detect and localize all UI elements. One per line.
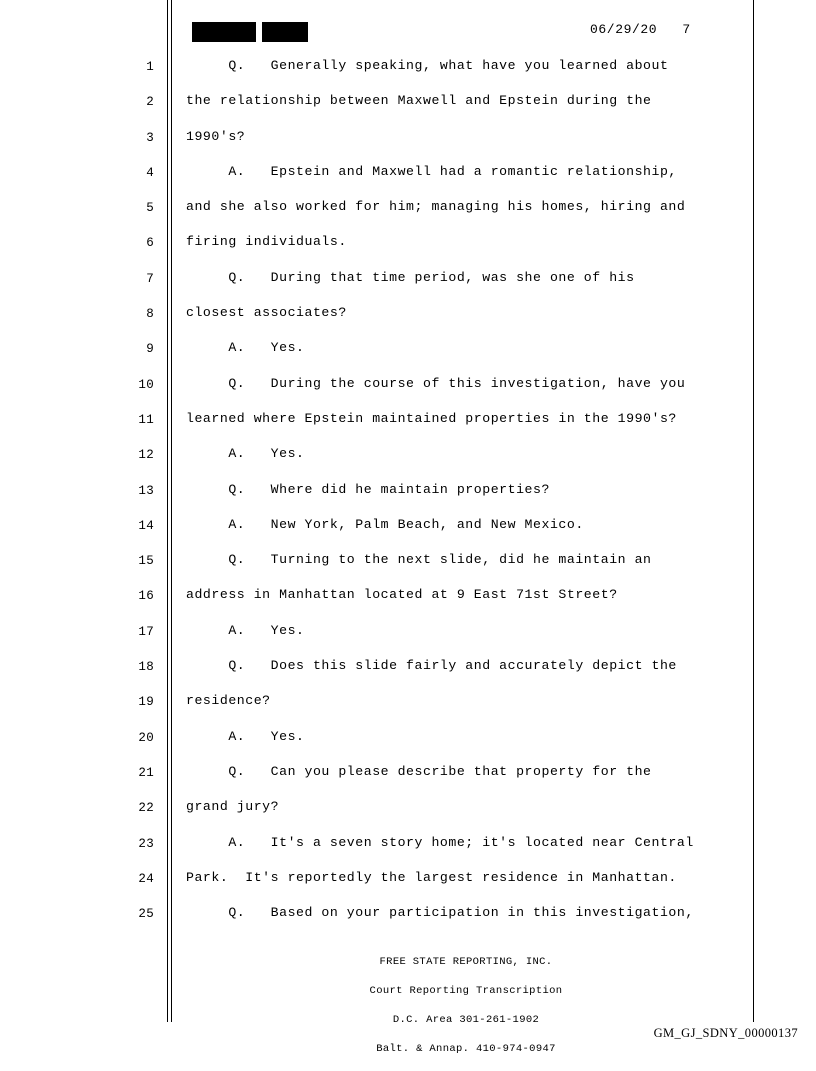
line-number: 12 — [138, 448, 154, 463]
transcript-line — [0, 793, 816, 828]
bates-number: GM_GJ_SDNY_00000137 — [653, 1026, 798, 1040]
line-number: 23 — [138, 836, 154, 851]
line-text: A. Yes. — [186, 728, 305, 744]
footer-balt-phone: Balt. & Annap. 410-974-0947 — [376, 1042, 556, 1055]
transcript-line — [0, 687, 816, 722]
line-text: Q. During the course of this investigation, have you — [186, 375, 686, 391]
line-text: Q. Based on your participation in this investigation, — [186, 905, 694, 921]
line-text: Q. Does this slide fairly and accurately depict the — [186, 658, 677, 674]
line-number: 19 — [138, 695, 154, 710]
line-text: Park. It's reportedly the largest residence in Manhattan. — [186, 869, 677, 885]
line-text: closest associates? — [186, 305, 347, 321]
page-footer — [186, 940, 746, 1071]
line-text: address in Manhattan located at 9 East 71st Street? — [186, 587, 618, 603]
transcript-line — [0, 334, 816, 369]
line-number: 4 — [146, 165, 154, 180]
line-number: 7 — [146, 271, 154, 286]
line-text: Q. Where did he maintain properties? — [186, 481, 550, 497]
transcript-line — [0, 723, 816, 758]
line-text: Q. During that time period, was she one of his — [186, 269, 635, 285]
transcript-line — [0, 864, 816, 899]
line-text: Q. Turning to the next slide, did he maintain an — [186, 552, 652, 568]
line-number: 17 — [138, 624, 154, 639]
line-text: A. Yes. — [186, 446, 305, 462]
line-text: A. Epstein and Maxwell had a romantic relationship, — [186, 163, 677, 179]
transcript-line — [0, 405, 816, 440]
transcript-line — [0, 87, 816, 122]
line-text: residence? — [186, 693, 271, 709]
line-number: 13 — [138, 483, 154, 498]
line-text: A. New York, Palm Beach, and New Mexico. — [186, 516, 584, 532]
line-number: 25 — [138, 907, 154, 922]
line-number: 24 — [138, 871, 154, 886]
line-number: 15 — [138, 554, 154, 569]
line-number: 3 — [146, 130, 154, 145]
redaction-block-1 — [192, 22, 256, 42]
transcript-line — [0, 581, 816, 616]
transcript-line — [0, 617, 816, 652]
line-number: 2 — [146, 95, 154, 110]
transcript-line — [0, 299, 816, 334]
transcript-line — [0, 264, 816, 299]
line-number: 6 — [146, 236, 154, 251]
line-number: 11 — [138, 412, 154, 427]
line-text: firing individuals. — [186, 234, 347, 250]
footer-services: Court Reporting Transcription — [369, 984, 563, 997]
line-text: grand jury? — [186, 799, 280, 815]
line-number: 16 — [138, 589, 154, 604]
line-text: and she also worked for him; managing his homes, hiring and — [186, 199, 686, 215]
transcript-line — [0, 546, 816, 581]
transcript-body — [0, 52, 816, 934]
line-number: 18 — [138, 660, 154, 675]
line-text: Q. Generally speaking, what have you learned about — [186, 58, 669, 73]
transcript-line — [0, 511, 816, 546]
redaction-block-2 — [262, 22, 308, 42]
transcript-line — [0, 52, 816, 87]
transcript-line — [0, 193, 816, 228]
transcript-line — [0, 440, 816, 475]
line-number: 9 — [146, 342, 154, 357]
transcript-line — [0, 228, 816, 263]
line-text: 1990's? — [186, 128, 246, 144]
line-number: 20 — [138, 730, 154, 745]
line-number: 5 — [146, 201, 154, 216]
line-number: 1 — [146, 60, 154, 74]
line-number: 10 — [138, 377, 154, 392]
line-text: A. Yes. — [186, 622, 305, 638]
line-text: A. It's a seven story home; it's located near Central — [186, 834, 694, 850]
line-number: 22 — [138, 801, 154, 816]
transcript-line — [0, 758, 816, 793]
line-text: learned where Epstein maintained properties in the 1990's? — [186, 410, 677, 426]
page-header-date: 06/29/20 7 — [590, 22, 691, 37]
footer-company: FREE STATE REPORTING, INC. — [379, 955, 553, 968]
line-number: 8 — [146, 307, 154, 322]
transcript-line — [0, 829, 816, 864]
transcript-line — [0, 158, 816, 193]
transcript-line — [0, 370, 816, 405]
transcript-line — [0, 476, 816, 511]
transcript-line — [0, 652, 816, 687]
line-text: the relationship between Maxwell and Epstein during the — [186, 93, 652, 109]
line-text: A. Yes. — [186, 340, 305, 356]
transcript-line — [0, 123, 816, 158]
footer-dc-phone: D.C. Area 301-261-1902 — [392, 1013, 540, 1026]
line-number: 14 — [138, 518, 154, 533]
line-text: Q. Can you please describe that property for the — [186, 763, 652, 779]
line-number: 21 — [138, 765, 154, 780]
transcript-line — [0, 899, 816, 934]
